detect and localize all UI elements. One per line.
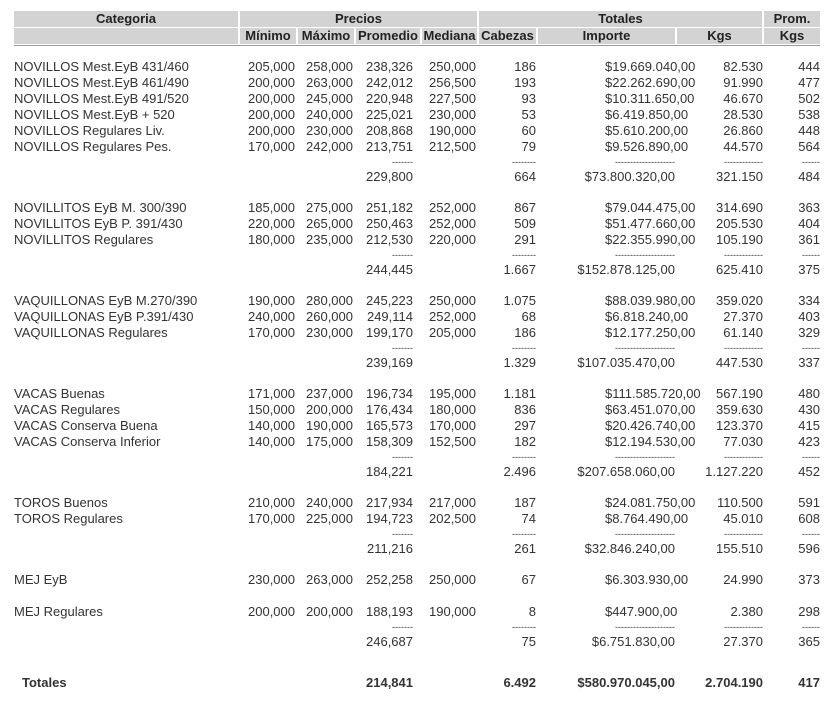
subtotal-kgs: 321.150	[716, 169, 763, 184]
cell-min: 180,000	[248, 232, 295, 247]
cell-cab: 187	[514, 495, 536, 510]
cell-prom: 251,182	[366, 200, 413, 215]
cell-kgs: 2.380	[730, 604, 763, 619]
separator-cab: --------	[512, 622, 536, 632]
separator-imp: --------------------	[615, 452, 675, 462]
cell-prom: 158,309	[366, 434, 413, 449]
cell-min: 200,000	[248, 123, 295, 138]
subtotal-imp: $107.035.470,00	[577, 355, 675, 370]
subtotal-prom: 211,216	[366, 541, 413, 556]
subtotal-imp: $6.751.830,00	[591, 634, 675, 649]
grand-total-cab: 6.492	[503, 675, 536, 690]
separator-kgs: -------------	[724, 343, 763, 353]
cell-min: 171,000	[248, 386, 295, 401]
cell-cab: 297	[514, 418, 536, 433]
cell-prom: 242,012	[366, 75, 413, 90]
cell-kgs: 359.020	[716, 293, 763, 308]
cell-prom: 188,193	[366, 604, 413, 619]
cell-kgs: 24.990	[723, 572, 763, 587]
cell-med: 250,000	[429, 293, 476, 308]
cell-med: 252,000	[429, 216, 476, 231]
cell-med: 212,500	[429, 139, 476, 154]
separator-imp: --------------------	[615, 157, 675, 167]
cell-kgs: 28.530	[723, 107, 763, 122]
cell-min: 170,000	[248, 511, 295, 526]
category-label: NOVILLOS Mest.EyB 431/460	[14, 59, 189, 74]
cell-max: 245,000	[306, 91, 353, 106]
category-label: MEJ Regulares	[14, 604, 103, 619]
subtotal-prom: 239,169	[366, 355, 413, 370]
cell-max: 190,000	[306, 418, 353, 433]
cell-prom: 225,021	[366, 107, 413, 122]
separator-cab: --------	[512, 157, 536, 167]
cell-imp: $5.610.200,00	[605, 123, 689, 138]
cell-min: 240,000	[248, 309, 295, 324]
cell-max: 258,000	[306, 59, 353, 74]
separator-cab: --------	[512, 250, 536, 260]
cell-cab: 193	[514, 75, 536, 90]
cell-pk: 564	[798, 139, 820, 154]
subtotal-cab: 261	[514, 541, 536, 556]
separator-kgs: -------------	[724, 529, 763, 539]
cell-imp: $88.039.980,00	[605, 293, 696, 308]
category-label: MEJ EyB	[14, 572, 68, 587]
category-label: VAQUILLONAS Regulares	[14, 325, 168, 340]
cell-prom: 196,734	[366, 386, 413, 401]
cell-imp: $6.419.850,00	[605, 107, 689, 122]
cell-max: 225,000	[306, 511, 353, 526]
cell-min: 140,000	[248, 434, 295, 449]
cell-max: 260,000	[306, 309, 353, 324]
separator-cab: --------	[512, 452, 536, 462]
cell-kgs: 44.570	[723, 139, 763, 154]
cell-max: 240,000	[306, 107, 353, 122]
subtotal-kgs: 625.410	[716, 262, 763, 277]
cell-cab: 60	[521, 123, 536, 138]
cell-med: 170,000	[429, 418, 476, 433]
cell-min: 190,000	[248, 293, 295, 308]
cell-cab: 79	[521, 139, 536, 154]
header-prom: Prom.	[764, 11, 820, 27]
category-label: NOVILLITOS Regulares	[14, 232, 154, 247]
category-label: VAQUILLONAS EyB P.391/430	[14, 309, 194, 324]
cell-pk: 502	[798, 91, 820, 106]
cell-cab: 182	[514, 434, 536, 449]
cell-imp: $6.303.930,00	[605, 572, 689, 587]
cell-min: 185,000	[248, 200, 295, 215]
separator-imp: --------------------	[615, 529, 675, 539]
separator-pk: ------	[802, 250, 820, 260]
cell-min: 220,000	[248, 216, 295, 231]
cell-pk: 363	[798, 200, 820, 215]
cell-cab: 67	[521, 572, 536, 587]
cell-prom: 176,434	[366, 402, 413, 417]
cell-prom: 238,326	[366, 59, 413, 74]
cell-max: 265,000	[306, 216, 353, 231]
separator-pk: ------	[802, 452, 820, 462]
cell-cab: 186	[514, 325, 536, 340]
cell-pk: 448	[798, 123, 820, 138]
cell-med: 202,500	[429, 511, 476, 526]
cell-med: 252,000	[429, 309, 476, 324]
grand-total-pk: 417	[798, 675, 820, 690]
subtotal-pk: 337	[798, 355, 820, 370]
cell-kgs: 82.530	[723, 59, 763, 74]
subtotal-pk: 375	[798, 262, 820, 277]
cell-min: 170,000	[248, 325, 295, 340]
header-importe: Importe	[538, 28, 675, 44]
subtotal-cab: 664	[514, 169, 536, 184]
category-label: VACAS Conserva Inferior	[14, 434, 161, 449]
category-label: VACAS Regulares	[14, 402, 120, 417]
cell-prom: 220,948	[366, 91, 413, 106]
cell-pk: 373	[798, 572, 820, 587]
separator-kgs: -------------	[724, 250, 763, 260]
cell-min: 170,000	[248, 139, 295, 154]
header-divider	[14, 45, 820, 46]
separator-prom: -------	[392, 250, 413, 260]
separator-prom: -------	[392, 157, 413, 167]
grand-total-imp: $580.970.045,00	[577, 675, 675, 690]
cell-prom: 199,170	[366, 325, 413, 340]
cell-imp: $22.262.690,00	[605, 75, 696, 90]
cell-med: 190,000	[429, 604, 476, 619]
cell-cab: 1.181	[503, 386, 536, 401]
cell-pk: 480	[798, 386, 820, 401]
separator-prom: -------	[392, 452, 413, 462]
header-blank	[14, 28, 238, 44]
cell-pk: 415	[798, 418, 820, 433]
header-maximo: Máximo	[298, 28, 354, 44]
cell-min: 230,000	[248, 572, 295, 587]
category-label: NOVILLOS Regulares Liv.	[14, 123, 165, 138]
cell-prom: 245,223	[366, 293, 413, 308]
cell-pk: 404	[798, 216, 820, 231]
separator-imp: --------------------	[615, 622, 675, 632]
subtotal-prom: 184,221	[366, 464, 413, 479]
cell-imp: $111.585.720,00	[605, 386, 701, 401]
cell-imp: $12.194.530,00	[605, 434, 696, 449]
cell-kgs: 26.860	[723, 123, 763, 138]
subtotal-pk: 365	[798, 634, 820, 649]
separator-kgs: -------------	[724, 622, 763, 632]
separator-prom: -------	[392, 343, 413, 353]
cell-max: 230,000	[306, 325, 353, 340]
cell-kgs: 77.030	[723, 434, 763, 449]
separator-prom: -------	[392, 622, 413, 632]
category-label: VACAS Buenas	[14, 386, 105, 401]
cell-prom: 250,463	[366, 216, 413, 231]
header-cabezas: Cabezas	[479, 28, 536, 44]
category-label: NOVILLOS Mest.EyB 461/490	[14, 75, 189, 90]
cell-pk: 423	[798, 434, 820, 449]
cell-med: 227,500	[429, 91, 476, 106]
cell-kgs: 314.690	[716, 200, 763, 215]
cell-cab: 291	[514, 232, 536, 247]
cell-pk: 329	[798, 325, 820, 340]
cell-min: 140,000	[248, 418, 295, 433]
subtotal-imp: $73.800.320,00	[584, 169, 675, 184]
subtotal-kgs: 27.370	[723, 634, 763, 649]
separator-imp: --------------------	[615, 250, 675, 260]
cell-med: 250,000	[429, 59, 476, 74]
cell-min: 150,000	[248, 402, 295, 417]
cell-kgs: 61.140	[723, 325, 763, 340]
subtotal-cab: 2.496	[503, 464, 536, 479]
cell-cab: 93	[521, 91, 536, 106]
category-label: NOVILLOS Mest.EyB + 520	[14, 107, 175, 122]
cell-min: 210,000	[248, 495, 295, 510]
cell-pk: 430	[798, 402, 820, 417]
header-promedio: Promedio	[356, 28, 420, 44]
cell-pk: 361	[798, 232, 820, 247]
cell-cab: 8	[528, 604, 536, 619]
header-categoria: Categoria	[14, 11, 238, 27]
cell-prom: 208,868	[366, 123, 413, 138]
subtotal-prom: 244,445	[366, 262, 413, 277]
cell-max: 263,000	[306, 572, 353, 587]
cell-imp: $63.451.070,00	[605, 402, 696, 417]
cell-cab: 867	[514, 200, 536, 215]
cell-imp: $6.818.240,00	[605, 309, 689, 324]
grand-total-kgs: 2.704.190	[705, 675, 763, 690]
cell-med: 256,500	[429, 75, 476, 90]
cell-kgs: 105.190	[716, 232, 763, 247]
grand-total-prom: 214,841	[366, 675, 413, 690]
subtotal-prom: 246,687	[366, 634, 413, 649]
grand-total-label: Totales	[22, 675, 67, 690]
subtotal-imp: $152.878.125,00	[577, 262, 675, 277]
cell-max: 275,000	[306, 200, 353, 215]
header-kgs: Kgs	[677, 28, 762, 44]
cell-prom: 213,751	[366, 139, 413, 154]
cell-kgs: 27.370	[723, 309, 763, 324]
cell-kgs: 567.190	[716, 386, 763, 401]
category-label: VAQUILLONAS EyB M.270/390	[14, 293, 198, 308]
header-prom-kgs: Kgs	[764, 28, 820, 44]
cell-med: 190,000	[429, 123, 476, 138]
cell-med: 250,000	[429, 572, 476, 587]
cell-max: 200,000	[306, 402, 353, 417]
cell-cab: 74	[521, 511, 536, 526]
cell-pk: 477	[798, 75, 820, 90]
cell-imp: $447.900,00	[605, 604, 678, 619]
cell-pk: 334	[798, 293, 820, 308]
cell-max: 240,000	[306, 495, 353, 510]
cell-cab: 1.075	[503, 293, 536, 308]
header-minimo: Mínimo	[240, 28, 296, 44]
cell-prom: 252,258	[366, 572, 413, 587]
category-label: NOVILLOS Regulares Pes.	[14, 139, 172, 154]
cell-kgs: 110.500	[716, 495, 763, 510]
cell-kgs: 46.670	[723, 91, 763, 106]
subtotal-pk: 452	[798, 464, 820, 479]
cell-pk: 591	[798, 495, 820, 510]
category-label: NOVILLITOS EyB M. 300/390	[14, 200, 187, 215]
cell-pk: 538	[798, 107, 820, 122]
cell-cab: 836	[514, 402, 536, 417]
cell-med: 180,000	[429, 402, 476, 417]
cell-kgs: 123.370	[716, 418, 763, 433]
cell-med: 152,500	[429, 434, 476, 449]
cell-imp: $9.526.890,00	[605, 139, 689, 154]
subtotal-kgs: 155.510	[716, 541, 763, 556]
cell-kgs: 45.010	[723, 511, 763, 526]
cell-imp: $24.081.750,00	[605, 495, 696, 510]
separator-imp: --------------------	[615, 343, 675, 353]
cell-min: 200,000	[248, 75, 295, 90]
cell-max: 280,000	[306, 293, 353, 308]
cell-imp: $51.477.660,00	[605, 216, 696, 231]
subtotal-cab: 75	[521, 634, 536, 649]
category-label: VACAS Conserva Buena	[14, 418, 158, 433]
cell-min: 200,000	[248, 107, 295, 122]
separator-cab: --------	[512, 343, 536, 353]
separator-pk: ------	[802, 343, 820, 353]
subtotal-pk: 596	[798, 541, 820, 556]
cell-prom: 194,723	[366, 511, 413, 526]
subtotal-prom: 229,800	[366, 169, 413, 184]
separator-kgs: -------------	[724, 157, 763, 167]
separator-pk: ------	[802, 157, 820, 167]
separator-cab: --------	[512, 529, 536, 539]
separator-prom: -------	[392, 529, 413, 539]
category-label: TOROS Regulares	[14, 511, 123, 526]
cell-prom: 212,530	[366, 232, 413, 247]
cell-max: 237,000	[306, 386, 353, 401]
subtotal-pk: 484	[798, 169, 820, 184]
header-totales: Totales	[479, 11, 762, 27]
cell-med: 220,000	[429, 232, 476, 247]
cell-imp: $22.355.990,00	[605, 232, 696, 247]
cell-kgs: 91.990	[723, 75, 763, 90]
separator-pk: ------	[802, 622, 820, 632]
subtotal-imp: $207.658.060,00	[577, 464, 675, 479]
cell-imp: $8.764.490,00	[605, 511, 689, 526]
cell-med: 252,000	[429, 200, 476, 215]
cell-min: 200,000	[248, 91, 295, 106]
cell-prom: 217,934	[366, 495, 413, 510]
cell-imp: $79.044.475,00	[605, 200, 696, 215]
cell-med: 205,000	[429, 325, 476, 340]
header-mediana: Mediana	[423, 28, 476, 43]
subtotal-cab: 1.329	[503, 355, 536, 370]
cell-max: 230,000	[306, 123, 353, 138]
cell-cab: 186	[514, 59, 536, 74]
cell-imp: $19.669.040,00	[605, 59, 696, 74]
cell-imp: $10.311.650,00	[605, 91, 695, 106]
cell-kgs: 205.530	[716, 216, 763, 231]
cell-med: 195,000	[429, 386, 476, 401]
category-label: NOVILLITOS EyB P. 391/430	[14, 216, 183, 231]
cell-pk: 444	[798, 59, 820, 74]
subtotal-kgs: 1.127.220	[705, 464, 763, 479]
cell-med: 230,000	[429, 107, 476, 122]
cell-pk: 608	[798, 511, 820, 526]
separator-pk: ------	[802, 529, 820, 539]
cell-pk: 298	[798, 604, 820, 619]
cell-max: 235,000	[306, 232, 353, 247]
header-precios: Precios	[240, 11, 477, 27]
cell-max: 263,000	[306, 75, 353, 90]
cell-pk: 403	[798, 309, 820, 324]
cell-min: 200,000	[248, 604, 295, 619]
cell-max: 242,000	[306, 139, 353, 154]
cell-max: 200,000	[306, 604, 353, 619]
cell-imp: $12.177.250,00	[605, 325, 696, 340]
cell-cab: 509	[514, 216, 536, 231]
subtotal-imp: $32.846.240,00	[584, 541, 675, 556]
cell-max: 175,000	[306, 434, 353, 449]
cell-cab: 68	[521, 309, 536, 324]
subtotal-cab: 1.667	[503, 262, 536, 277]
subtotal-kgs: 447.530	[716, 355, 763, 370]
cell-imp: $20.426.740,00	[605, 418, 696, 433]
cell-min: 205,000	[248, 59, 295, 74]
cell-prom: 165,573	[366, 418, 413, 433]
category-label: TOROS Buenos	[14, 495, 108, 510]
cell-med: 217,000	[429, 495, 476, 510]
cell-cab: 53	[521, 107, 536, 122]
cell-kgs: 359.630	[716, 402, 763, 417]
separator-kgs: -------------	[724, 452, 763, 462]
cell-prom: 249,114	[366, 309, 413, 324]
category-label: NOVILLOS Mest.EyB 491/520	[14, 91, 189, 106]
